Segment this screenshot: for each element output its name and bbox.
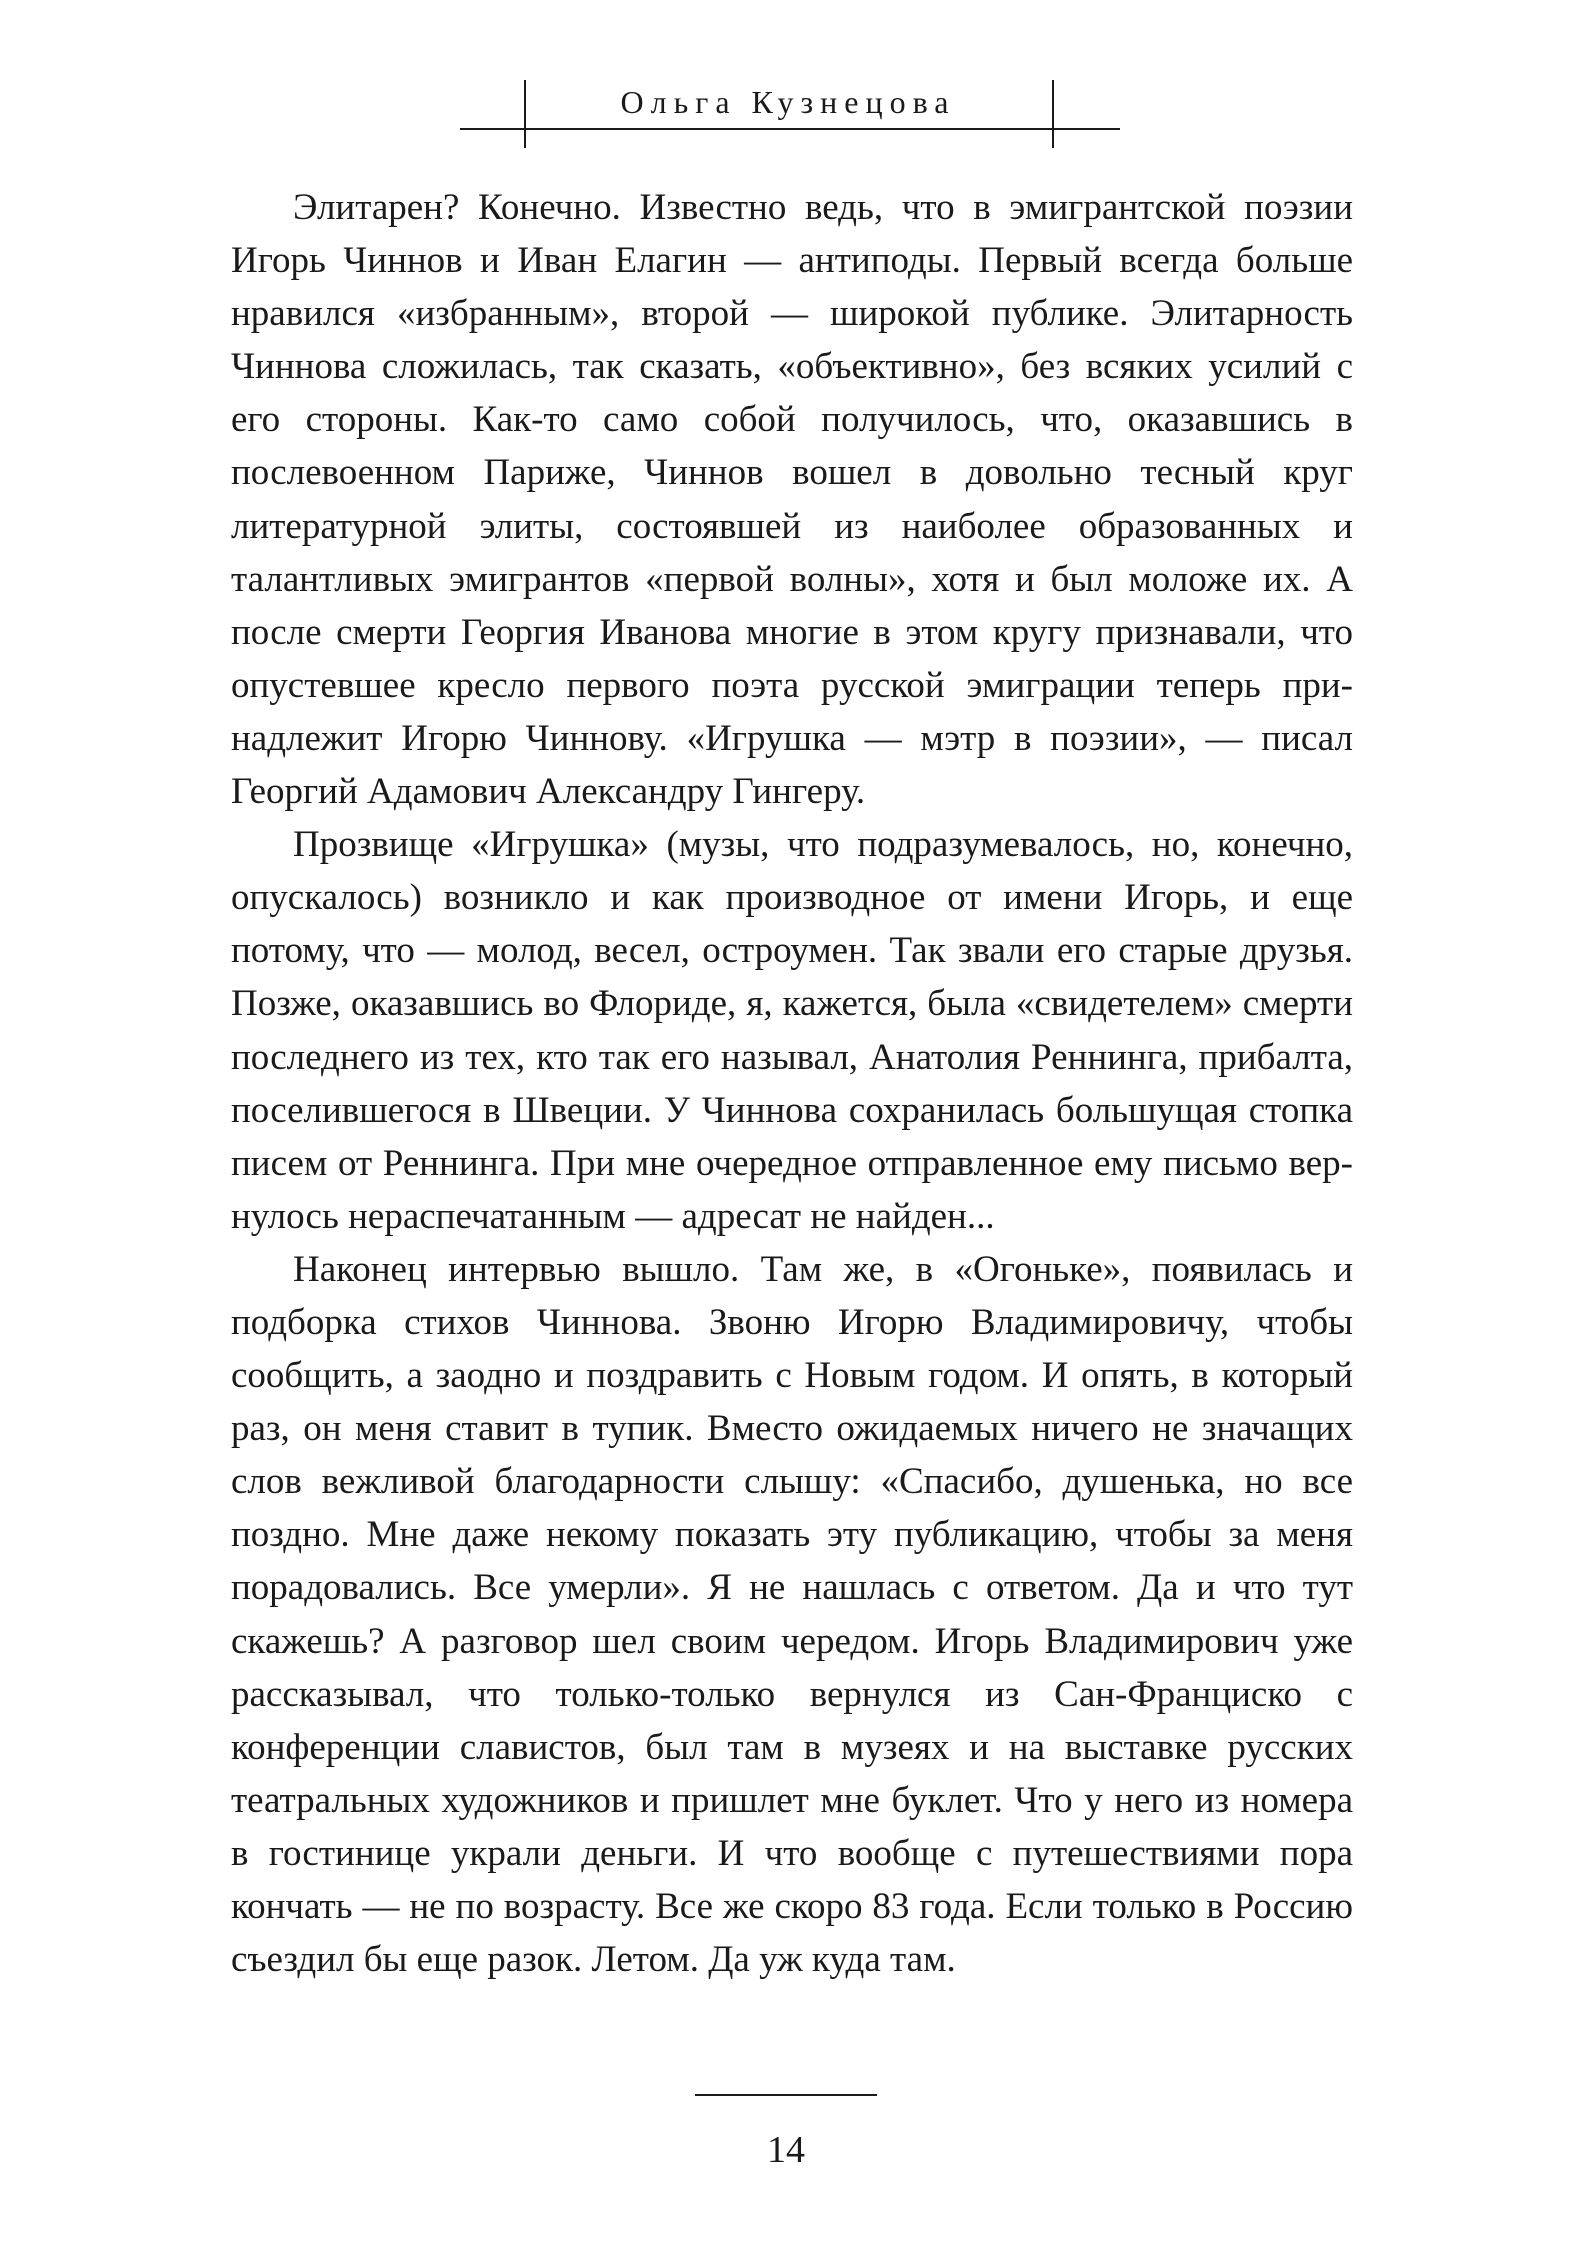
page-number: 14 <box>767 2129 805 2171</box>
body-text <box>231 181 1353 1986</box>
header-author: Ольга Кузнецова <box>620 84 956 120</box>
running-header <box>460 68 1120 148</box>
header-right-tick <box>1052 80 1054 148</box>
paragraph-1: Элитарен? Конечно. Известно ведь, что в эмигрантской поэзии Игорь Чиннов и Иван Елагин — антиподы. Первый всегда больше нравился «избранным», второй — широкой публике. Элитарность Чиннова сложилась, так сказать, «объективно», без всяких усилий с его стороны. Как-то само собой получилось, что, оказавшись в послевоенном Париже, Чиннов вошел в довольно тесный круг литературной элиты, состоявшей из наиболее образованных и талантливых эмигрантов «первой волны», хотя и был моложе их. А после смерти Георгия Иванова многие в этом кругу признавали, что опустевшее кресло первого поэта русской эмиграции теперь принадлежит Игорю Чиннову. «Игрушка — мэтр в поэзии», — писал Георгий Адамович Александру Гингеру. <box>231 187 1353 813</box>
paragraph-2: Прозвище «Игрушка» (музы, что подразумевалось, но, конечно, опускалось) возникло и как производное от имени Игорь, и еще потому, что — молод, весел, остроумен. Так звали его старые друзья. Позже, оказавшись во Флориде, я, кажется, была «свидетелем» смерти последнего из тех, кто так его называл, Анатолия Реннинга, прибалта, поселившегося в Швеции. У Чиннова сохранилась большущая стопка писем от Реннинга. При мне очередное отправленное ему письмо вернулось нераспечатанным — адресат не найден... <box>231 824 1353 1237</box>
footer-rule <box>695 2094 877 2096</box>
paragraph-3: Наконец интервью вышло. Там же, в «Огоньке», появилась и подборка стихов Чиннова. Звоню Игорю Владимировичу, чтобы сообщить, а заодно и поздравить с Новым годом. И опять, в который раз, он меня ставит в тупик. Вместо ожидаемых ничего не значащих слов вежливой благодарности слышу: «Спасибо, душенька, но все поздно. Мне даже некому показать эту публикацию, чтобы за меня порадовались. Все умерли». Я не нашлась с ответом. Да и что тут скажешь? А разговор шел своим чередом. Игорь Владимирович уже рассказывал, что только-только вернулся из Сан-Франциско с конференции славистов, был там в музеях и на выставке русских театральных художников и пришлет мне буклет. Что у него из номера в гостинице украли деньги. И что вообще с путешествиями пора кончать — не по возрасту. Все же скоро 83 года. Если только в Россию съездил бы еще разок. Летом. Да уж куда там. <box>231 1248 1353 1981</box>
header-rule <box>460 128 1120 130</box>
